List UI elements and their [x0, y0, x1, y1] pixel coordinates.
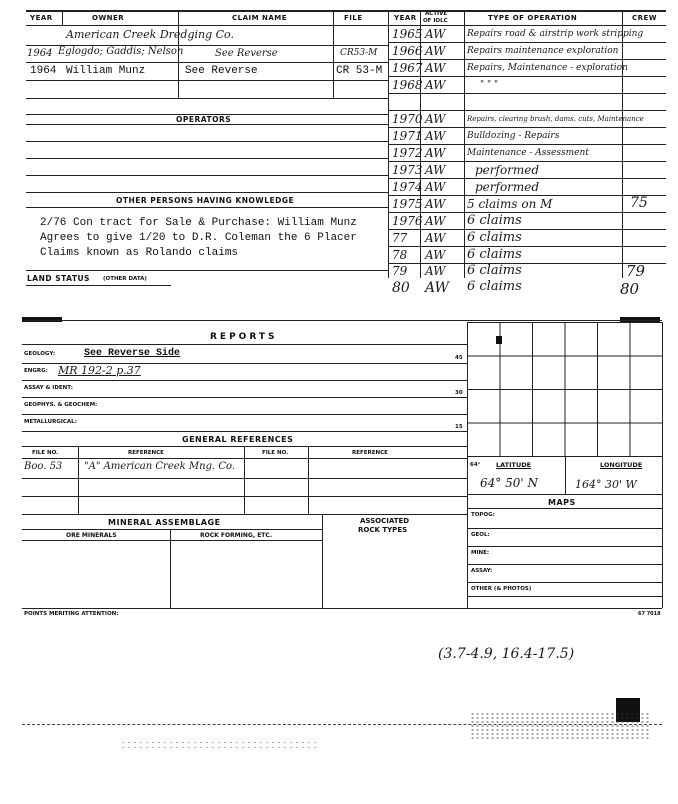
op-year: 1967: [392, 61, 423, 75]
op-year: 1974: [392, 180, 423, 194]
owner-row-2-name: Eglogdo; Gaddis; Nelson: [58, 46, 184, 57]
op-year: 78: [392, 248, 408, 262]
op-crew: 80: [620, 280, 640, 298]
scale-mark: 15: [455, 424, 463, 430]
header-claim-name: CLAIM NAME: [232, 14, 288, 22]
op-crew: 75: [630, 195, 648, 211]
op-active: AW: [425, 146, 446, 160]
op-active: AW: [425, 214, 446, 228]
op-type: performed: [475, 180, 540, 194]
maps-other: OTHER (& PHOTOS): [471, 586, 532, 592]
op-active: AW: [425, 280, 449, 296]
scale-mark: 30: [455, 390, 463, 396]
land-status-sub: (OTHER DATA): [103, 276, 147, 282]
op-type: Repairs, Maintenance - exploration: [467, 63, 628, 73]
geology-label: GEOLOGY:: [24, 351, 56, 357]
op-crew: 79: [626, 262, 646, 280]
op-year: 80: [392, 280, 410, 296]
header-crew: CREW: [632, 14, 658, 22]
geology-value: See Reverse Side: [84, 348, 181, 359]
rock-types-label: ROCK TYPES: [358, 526, 408, 534]
scan-noise: [470, 712, 650, 740]
assay-label: ASSAY & IDENT:: [24, 385, 73, 391]
op-year: 1975: [392, 197, 423, 211]
op-type: Maintenance - Assessment: [467, 148, 589, 158]
maps-label: MAPS: [548, 498, 576, 507]
ref-header-reference-2: REFERENCE: [352, 450, 388, 456]
op-year: 1970: [392, 112, 423, 126]
ref-reference: "A" American Creek Mng. Co.: [84, 461, 236, 472]
owner-row-3-year: 1964: [30, 65, 57, 77]
op-year: 79: [392, 264, 408, 278]
latitude-label: LATITUDE: [496, 461, 532, 469]
op-year: 1972: [392, 146, 423, 160]
op-year: 1973: [392, 163, 423, 177]
form-number: 67 7018: [638, 611, 661, 617]
longitude-label: LONGITUDE: [600, 461, 643, 469]
op-type: 6 claims: [467, 279, 522, 294]
ore-minerals-label: ORE MINERALS: [66, 532, 117, 539]
engrg-value: MR 192-2 p.37: [58, 364, 141, 377]
op-type: performed: [475, 163, 540, 177]
op-type: Repairs road & airstrip work stripping: [467, 29, 644, 39]
ref-header-reference: REFERENCE: [128, 450, 164, 456]
header-year: YEAR: [30, 14, 53, 22]
metallurgical-label: METALLURGICAL:: [24, 419, 77, 425]
owner-row-2-file: CR53-M: [340, 48, 378, 58]
op-type: 6 claims: [467, 247, 522, 262]
operators-label: OPERATORS: [176, 115, 232, 124]
header-active: ACTIVE: [425, 11, 448, 17]
other-persons-label: OTHER PERSONS HAVING KNOWLEDGE: [116, 196, 295, 205]
other-persons-line-1: 2/76 Con tract for Sale & Purchase: William Munz: [40, 217, 357, 229]
rock-forming-label: ROCK FORMING, ETC.: [200, 532, 273, 539]
ref-file-no: Boo. 53: [24, 461, 63, 472]
owner-row-3-name: William Munz: [66, 65, 146, 77]
op-type: Repairs, clearing brush, dams, cuts, Maintenance: [467, 115, 644, 123]
owner-row-3-claim: See Reverse: [185, 65, 258, 77]
longitude-value: 164° 30' W: [575, 478, 637, 491]
lat-prefix: 64°: [470, 462, 481, 468]
op-year: 1976: [392, 214, 423, 228]
other-persons-line-3: Claims known as Rolando claims: [40, 247, 239, 259]
op-active: AW: [425, 231, 446, 245]
op-active: AW: [425, 44, 446, 58]
maps-geol: GEOL:: [471, 532, 490, 538]
owner-row-2-claim: See Reverse: [215, 48, 278, 59]
other-persons-line-2: Agrees to give 1/20 to D.R. Coleman the 6 Placer: [40, 232, 357, 244]
maps-assay: ASSAY:: [471, 568, 493, 574]
land-status-label: LAND STATUS: [27, 274, 90, 283]
op-active: AW: [425, 197, 446, 211]
op-active: AW: [425, 264, 446, 278]
general-references-label: GENERAL REFERENCES: [182, 435, 294, 444]
op-active: AW: [425, 248, 446, 262]
op-active: AW: [425, 27, 446, 41]
op-type: 6 claims: [467, 213, 522, 228]
latitude-value: 64° 50' N: [480, 476, 538, 490]
maps-mine: MINE:: [471, 550, 490, 556]
owner-row-3-file: CR 53-M: [336, 65, 383, 77]
geophys-label: GEOPHYS. & GEOCHEM:: [24, 402, 98, 408]
op-type: Repairs maintenance exploration: [467, 46, 619, 56]
op-year: 1968: [392, 78, 423, 92]
owner-row-1: American Creek Dredging Co.: [66, 28, 234, 41]
maps-topog: TOPOG:: [471, 512, 495, 518]
associated-label: ASSOCIATED: [360, 517, 410, 525]
points-meriting-attention-label: POINTS MERITING ATTENTION:: [24, 611, 119, 617]
op-active: AW: [425, 78, 446, 92]
op-active: AW: [425, 163, 446, 177]
op-year: 1971: [392, 129, 423, 143]
header-of-iolc: OF IOLC: [423, 18, 448, 24]
op-active: AW: [425, 61, 446, 75]
op-type: 6 claims: [467, 230, 522, 245]
header-owner: OWNER: [92, 14, 125, 22]
reports-title: REPORTS: [210, 332, 278, 342]
op-active: AW: [425, 129, 446, 143]
op-type: 6 claims: [467, 263, 522, 278]
header-year2: YEAR: [394, 14, 417, 22]
coordinates-note: (3.7-4.9, 16.4-17.5): [438, 646, 575, 662]
op-type: 5 claims on M: [467, 197, 553, 211]
op-type: " " ": [480, 80, 499, 90]
engrg-label: ENGRG:: [24, 368, 48, 374]
scale-mark: 45: [455, 355, 463, 361]
op-type: Bulldozing - Repairs: [467, 131, 560, 141]
mineral-assemblage-label: MINERAL ASSEMBLAGE: [108, 518, 221, 527]
op-year: 1966: [392, 44, 423, 58]
ref-header-file-no: FILE NO.: [32, 450, 59, 456]
header-file: FILE: [344, 14, 363, 22]
owner-row-2-year: 1964: [27, 48, 53, 59]
op-year: 77: [392, 231, 408, 245]
op-active: AW: [425, 180, 446, 194]
ref-header-file-no-2: FILE NO.: [262, 450, 289, 456]
op-year: 1965: [392, 27, 423, 41]
op-active: AW: [425, 112, 446, 126]
header-type-of-operation: TYPE OF OPERATION: [488, 14, 578, 22]
